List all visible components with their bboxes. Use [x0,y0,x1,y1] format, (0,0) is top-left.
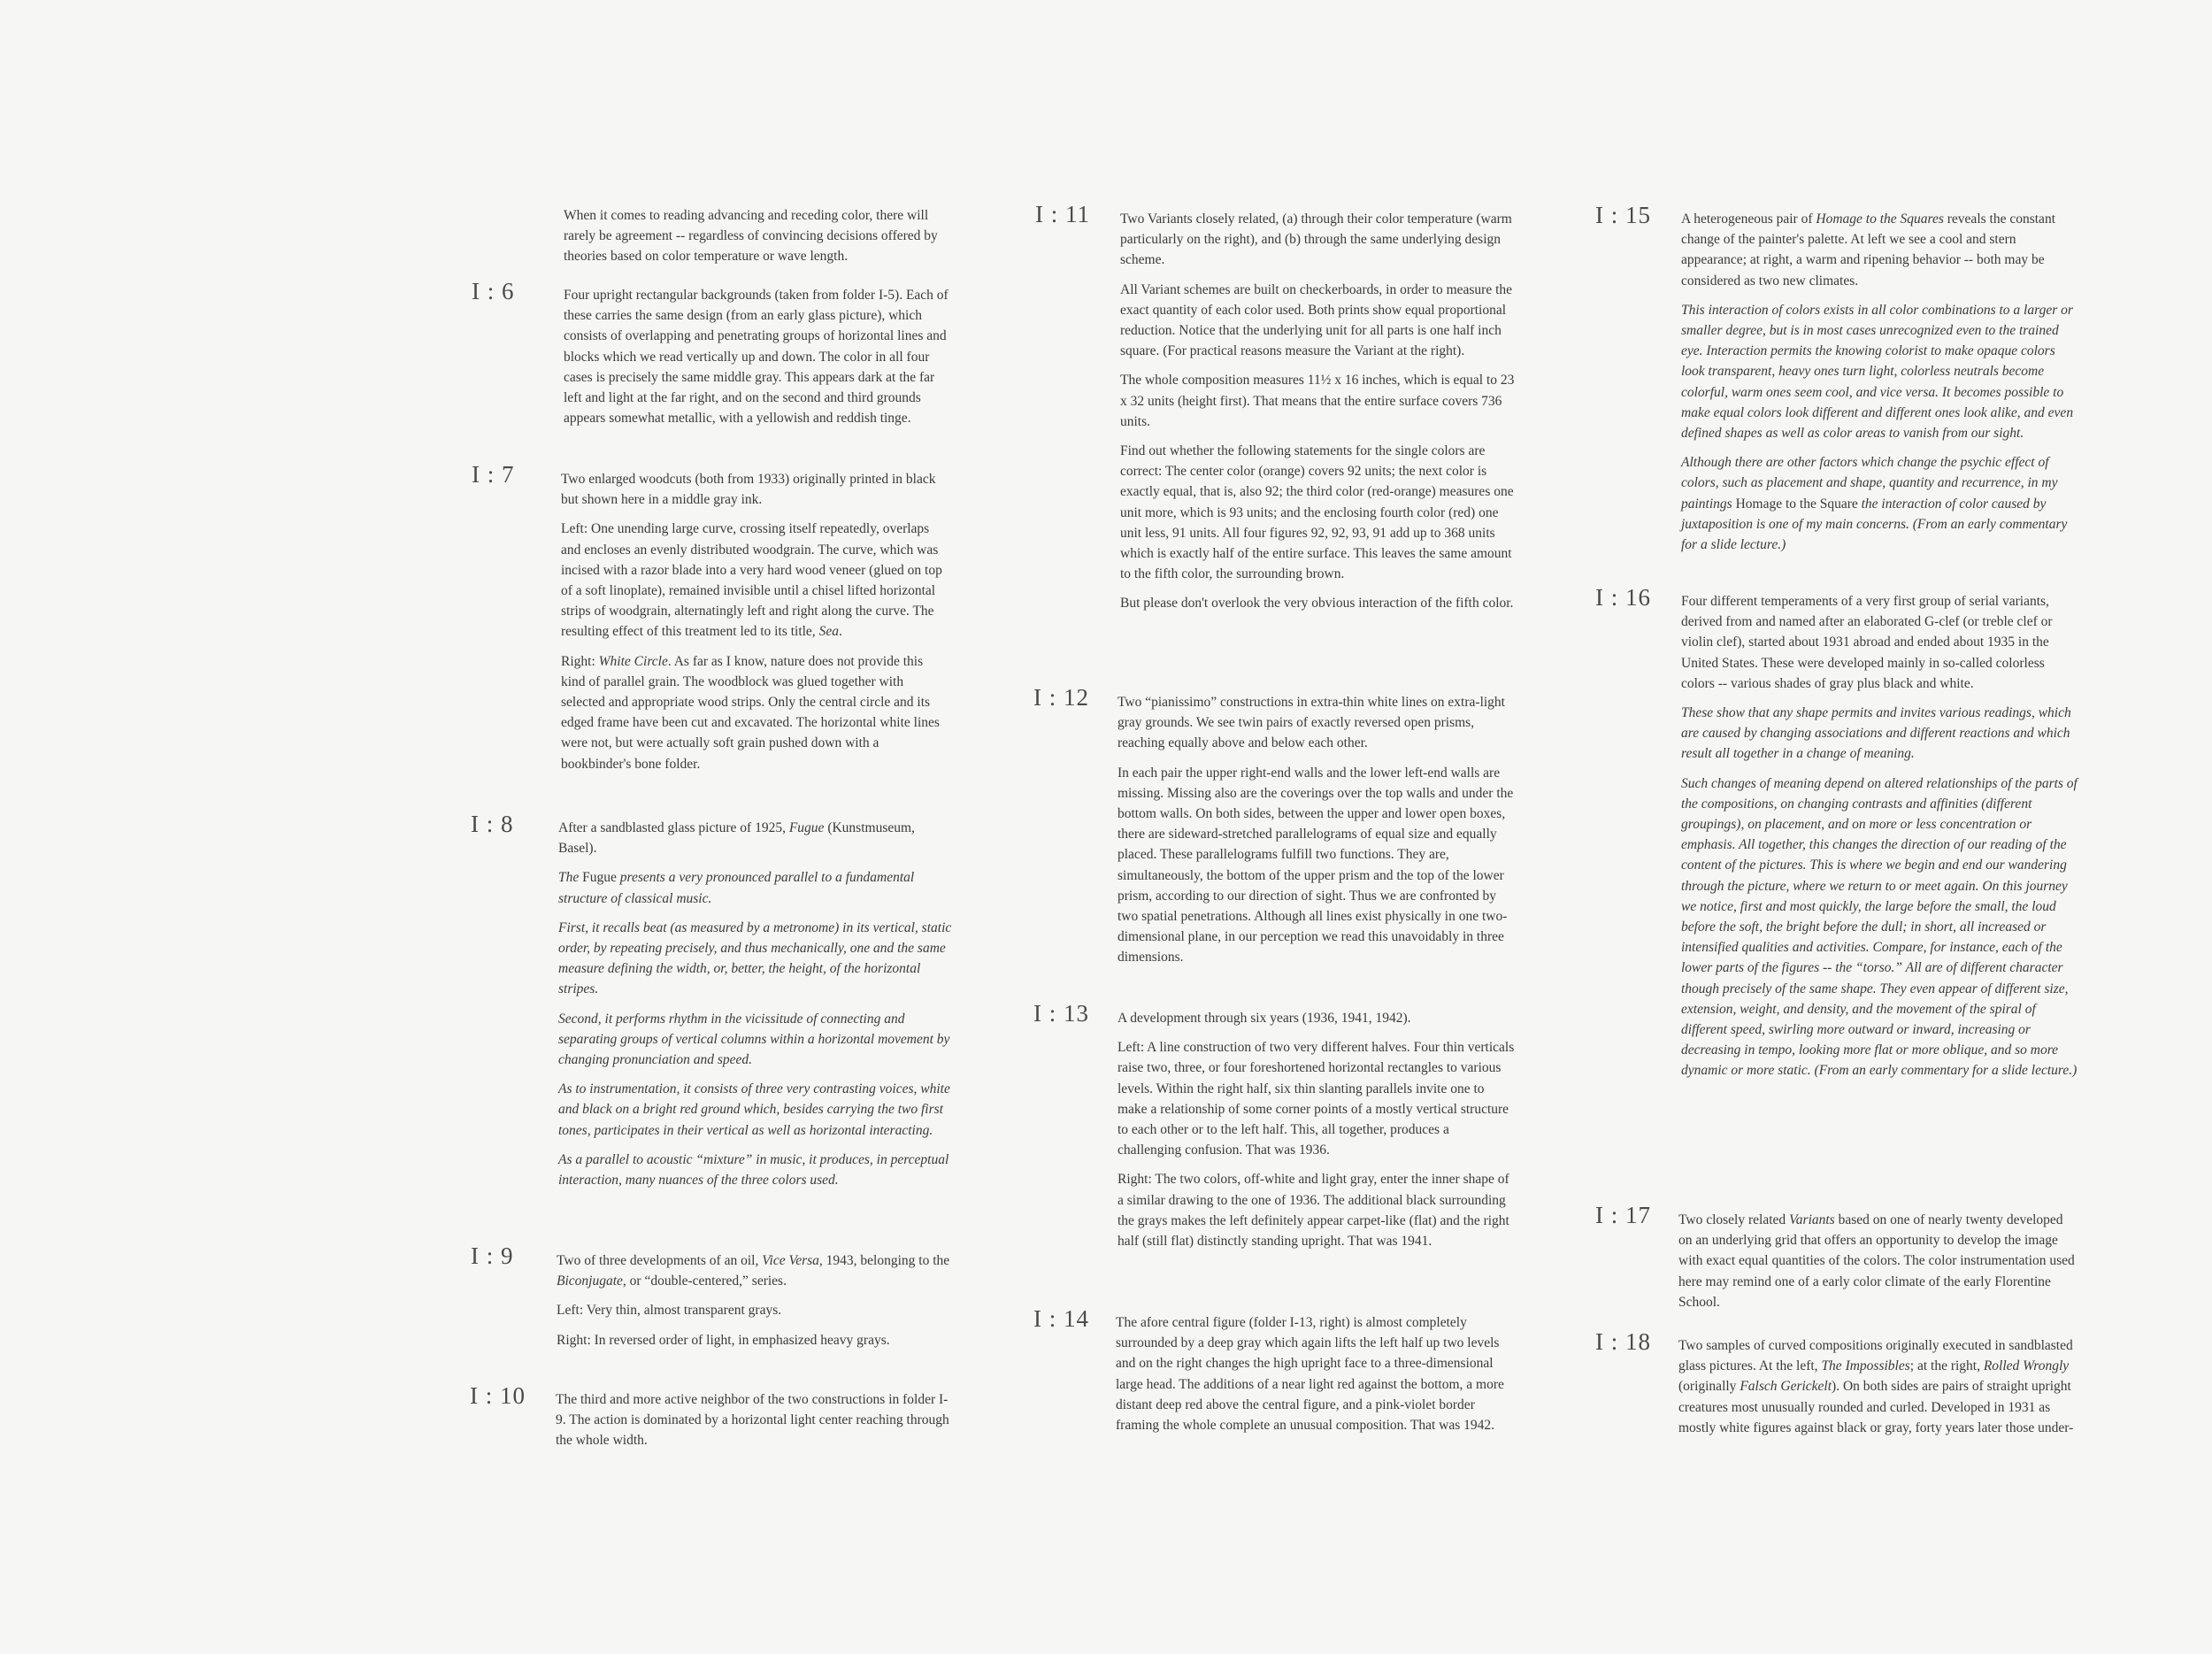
paragraph [561,651,950,774]
text-run: As a parallel to acoustic “mixture” in music, it produces, in perceptual interaction, many nuances of the three colors used. [558,1151,949,1189]
paragraph [558,1079,952,1141]
text-run: A heterogeneous pair of [1681,212,1816,227]
text-run: This interaction of colors exists in all color combinations to a larger or smaller degree, but is in most cases unrecognized even to the trained eye. Interaction permits the knowing colorist to make opaque colors look transparent, heavy ones turn light, colorless neutrals become colorful, warm ones seem cool, and vice versa. It becomes possible to make equal colors look different and different ones look alike, and even defined shapes as well as color areas to vanish from our sight. [1681,302,2074,442]
text-run: After a sandblasted glass picture of 1925, [558,820,789,835]
paragraph [558,1009,952,1071]
entry-label: I : 12 [1033,684,1089,711]
paragraph [1120,593,1518,613]
italic-title: Biconjugate [557,1273,623,1289]
entry-body [1116,1312,1514,1435]
paragraph [561,469,950,510]
italic-title: Falsch Gerickelt [1740,1379,1832,1395]
text-run: When it comes to reading advancing and receding color, there will rarely be agreement -- regardless of convincing decisions offered by theories based on color temperature or wave length. [564,208,938,265]
paragraph [558,918,952,1000]
text-run: ). On both sides are pairs of straight upright creatures most unusually rounded and curled. Developed in 1931 as mostly white figures against black or gray, forty years later those under- [1678,1379,2074,1435]
paragraph [558,818,952,858]
text-run: The afore central figure (folder I-13, right) is almost completely surrounded by a deep gray which again lifts the left half up two levels and on the right changes the high upright face to a three-dimensional large head. The additions of a near light red against the bottom, a more distant deep red above the central figure, and a pink-violet border framing the whole complete an unusual composition. That was 1942. [1116,1315,1504,1434]
text-run: Such changes of meaning depend on altered relationships of the parts of the compositions, on changing contrasts and affinities (different groupings), on placement, and on more or less concentration or emphasis. All together, this changes the direction of our reading of the content of the pictures. This is where we begin and end our wandering through the picture, where we return to or meet again. On this journey we notice, first and most quickly, the large before the small, the loud before the soft, the bright before the dull; in short, all increased or intensified qualities and activities. Compare, for instance, each of the lower parts of the figures -- the “torso.” All are of different character though precisely of the same shape. They even appear of different size, extension, weight, and density, and the movement of the spiral of different speed, swirling more outward or inward, increasing or decreasing in tempo, looking more flat or more oblique, and so more dynamic or more static. (From an early commentary for a slide lecture.) [1681,775,2078,1079]
entry-body [1678,1335,2077,1438]
entry-body [561,469,950,774]
paragraph [1120,370,1518,432]
paragraph [556,1389,949,1451]
italic-title: Vice Versa [762,1253,819,1268]
text-run: The whole composition measures 11½ x 16 inches, which is equal to 23 x 32 units (height first). That means that the entire surface covers 736 units. [1120,373,1515,429]
paragraph [1681,209,2079,291]
text-run: Left: One unending large curve, crossing itself repeatedly, overlaps and encloses an evenly distributed woodgrain. The curve, which was incised with a razor blade into a very hard wood veneer (glued on top of a soft linoplate), remained invisible until a chisel lifted horizontal strips of woodgrain, alternatingly left and right along the curve. The resulting effect of this treatment led to its title, [561,521,942,640]
paragraph [558,1150,952,1190]
paragraph [1678,1210,2077,1312]
entry-body [557,1250,950,1350]
paragraph [1120,280,1518,362]
entry-label: I : 10 [470,1382,526,1409]
entry-label: I : 13 [1033,1000,1089,1027]
text-run: based on one of nearly twenty developed on an underlying grid that offers an opportunity to develop the image with exact equal quantities of the colors. The color instrumentation used here may remind one of a early color climate of the early Florentine School. [1678,1212,2075,1310]
text-run: reveals the constant change of the painter's palette. At left we see a cool and stern appearance; at right, a warm and ripening behavior -- both may be considered as two new climates. [1681,212,2055,288]
text-run: Right: In reversed order of light, in emphasized heavy grays. [557,1332,890,1348]
text-run: . As far as I know, nature does not provide this kind of parallel grain. The woodblock was glued together with selected and appropriate wood strips. Only the central circle and its edged frame have been cut and excavated. The horizontal white lines were not, but were actually soft grain pushed down with a bookbinder's bone folder. [561,653,940,772]
italic-title: The Impossibles [1821,1358,1910,1374]
text-run: First, it recalls beat (as measured by a metronome) in its vertical, static order, by repeating precisely, and thus mechanically, one and the same measure defining the width, or, better, the height, of the horizontal stripes. [558,919,952,997]
text-run: The [558,870,583,886]
paragraph [1681,591,2079,694]
paragraph [557,1330,950,1350]
italic-title: Fugue [788,820,825,835]
italic-title: Variants [1789,1212,1835,1227]
text-run: Two “pianissimo” constructions in extra-thin white lines on extra-light gray grounds. We see twin pairs of exactly reversed open prisms, reaching equally above and below each other. [1118,695,1505,751]
paragraph [1120,209,1518,271]
paragraph [561,519,950,642]
text-run: . [838,624,842,640]
entry-label: I : 11 [1035,201,1090,227]
entry-body [1678,1210,2077,1312]
entry-label: I : 16 [1595,584,1651,611]
entry-body [1681,209,2079,555]
entry-label: I : 8 [471,811,514,837]
entry-body [1120,209,1518,614]
text-run: Right: The two colors, off-white and light gray, enter the inner shape of a similar drawing to the one of 1936. The additional black surrounding the grays makes the left definitely appear carpet-like (flat) and the right half (still flat) distinctly standing upright. That was 1941. [1118,1172,1509,1250]
text-run: , 1943, belonging to the [818,1253,950,1268]
text-run: Two of three developments of an oil, [557,1253,763,1268]
text-run: Right: [561,653,599,669]
text-run: Second, it performs rhythm in the vicissitude of connecting and separating groups of vertical columns within a horizontal movement by changing pronunciation and speed. [558,1011,950,1068]
text-run: ; at the right, [1909,1358,1984,1374]
italic-title: White Circle [598,653,668,669]
paragraph [1118,1169,1516,1251]
paragraph [1681,703,2079,765]
text-run: A development through six years (1936, 1941, 1942). [1118,1011,1411,1026]
text-run: Two Variants closely related, (a) through their color temperature (warm particularly on the right), and (b) through the same underlying design scheme. [1120,212,1512,268]
text-run: Homage to the Square [1735,496,1858,512]
text-run: These show that any shape permits and invites various readings, which are caused by changing associations and different reactions and which result all together in a change of meaning. [1681,705,2071,762]
entry-label: I : 9 [471,1242,514,1269]
entry-body [558,818,952,1190]
text-run: Four upright rectangular backgrounds (taken from folder I-5). Each of these carries the same design (from an early glass picture), which consists of overlapping and penetrating groups of horizontal lines and blocks which we read vertically up and down. The color in all four cases is precisely the same middle gray. This appears dark at the far left and light at the far right, and on the second and third grounds appears somewhat metallic, with a yellowish and reddish tinge. [564,288,949,427]
paragraph [564,205,953,267]
entry-label: I : 15 [1595,202,1651,228]
text-run: (Kunstmuseum, Basel). [558,820,915,857]
text-run: , or “double-centered,” series. [622,1273,787,1289]
entry-label: I : 17 [1595,1202,1651,1228]
text-run: Fugue [582,870,617,886]
entry-body [1118,692,1516,968]
entry-body [564,205,953,267]
text-run: Two closely related [1678,1212,1790,1227]
paragraph [1118,692,1516,754]
text-run: the interaction of color caused by juxtaposition is one of my main concerns. (From an early commentary for a slide lecture.) [1681,496,2068,553]
paragraph [1118,1008,1516,1028]
paragraph [1681,452,2079,555]
text-run: In each pair the upper right-end walls and the lower left-end walls are missing. Missing also are the coverings over the top walls and under the bottom walls. On both sides, between the upper and lower open boxes, there are sideward-stretched parallelograms of equal size and equally placed. These parallelograms fulfill two functions. They are, simultaneously, the bottom of the upper prism and the top of the lower prism, according to our direction of sight. Thus we are confronted by two spatial penetrations. Although all lines exist physically in one two-dimensional plane, in our perception we read this unavoidably in three dimensions. [1118,765,1514,965]
text-run: Four different temperaments of a very first group of serial variants, derived from and named after an elaborated G-clef (or treble clef or violin clef), started about 1931 abroad and ended about 1935 in the United States. These were developed mainly in so-called colorless colors -- various shades of gray plus black and white. [1681,594,2053,691]
paragraph [1681,300,2079,443]
entry-body [556,1389,949,1451]
entry-label: I : 7 [472,461,515,488]
text-run: But please don't overlook the very obvious interaction of the fifth color. [1120,596,1514,612]
text-run: (originally [1678,1379,1740,1395]
text-run: Two enlarged woodcuts (both from 1933) originally printed in black but shown here in a middle gray ink. [561,472,936,508]
entry-body [1681,591,2079,1081]
text-run: The third and more active neighbor of the two constructions in folder I-9. The action is dominated by a horizontal light center reaching through the whole width. [556,1392,949,1449]
paragraph [1678,1335,2077,1438]
paragraph [557,1300,950,1320]
paragraph [564,285,953,428]
entry-label: I : 14 [1033,1305,1089,1332]
text-run: All Variant schemes are built on checkerboards, in order to measure the exact quantity of each color used. Both prints show equal proportional reduction. Notice that the underlying unit for all parts is one half inch square. (For practical reasons measure the Variant at the right). [1120,281,1513,359]
italic-title: Sea [818,624,839,640]
paragraph [557,1250,950,1291]
italic-title: Homage to the Squares [1816,212,1944,227]
paragraph [1681,773,2079,1081]
entry-label: I : 6 [472,278,515,304]
paragraph [1118,1037,1516,1160]
italic-title: Rolled Wrongly [1983,1358,2070,1374]
text-run: Although there are other factors which change the psychic effect of colors, such as placement and shape, quantity and recurrence, in my paintings [1681,455,2058,512]
text-run: Find out whether the following statements for the single colors are correct: The center color (orange) covers 92 units; the next color is exactly equal, that is, also 92; the third color (red-orange) measures one unit more, which is 93 units; and the enclosing fourth color (red) one unit less, 91 units. All four figures 92, 92, 93, 91 add up to 368 units which is exactly half of the entire surface. This leaves the same amount to the fifth color, the surrounding brown. [1120,443,1514,582]
paragraph [1120,441,1518,584]
text-run: Left: Very thin, almost transparent grays. [557,1303,782,1319]
paragraph [558,867,952,908]
entry-body [1118,1008,1516,1251]
paragraph [1118,763,1516,968]
paragraph [1116,1312,1514,1435]
text-run: presents a very pronounced parallel to a fundamental structure of classical music. [558,870,915,906]
text-run: Two samples of curved compositions originally executed in sandblasted glass pictures. At the left, [1678,1338,2073,1374]
entry-label: I : 18 [1595,1328,1651,1355]
text-run: As to instrumentation, it consists of three very contrasting voices, white and black on a bright red ground which, besides carrying the two first tones, participates in their vertical as well as horizontal interacting. [558,1081,950,1138]
text-run: Left: A line construction of two very different halves. Four thin verticals raise two, three, or four foreshortened horizontal rectangles to various levels. Within the right half, six thin slanting parallels invite one to make a relationship of some corner points of a mostly vertical structure to each other or to the left half. This, all together, produces a challenging confusion. That was 1936. [1118,1040,1515,1158]
entry-body [564,285,953,428]
